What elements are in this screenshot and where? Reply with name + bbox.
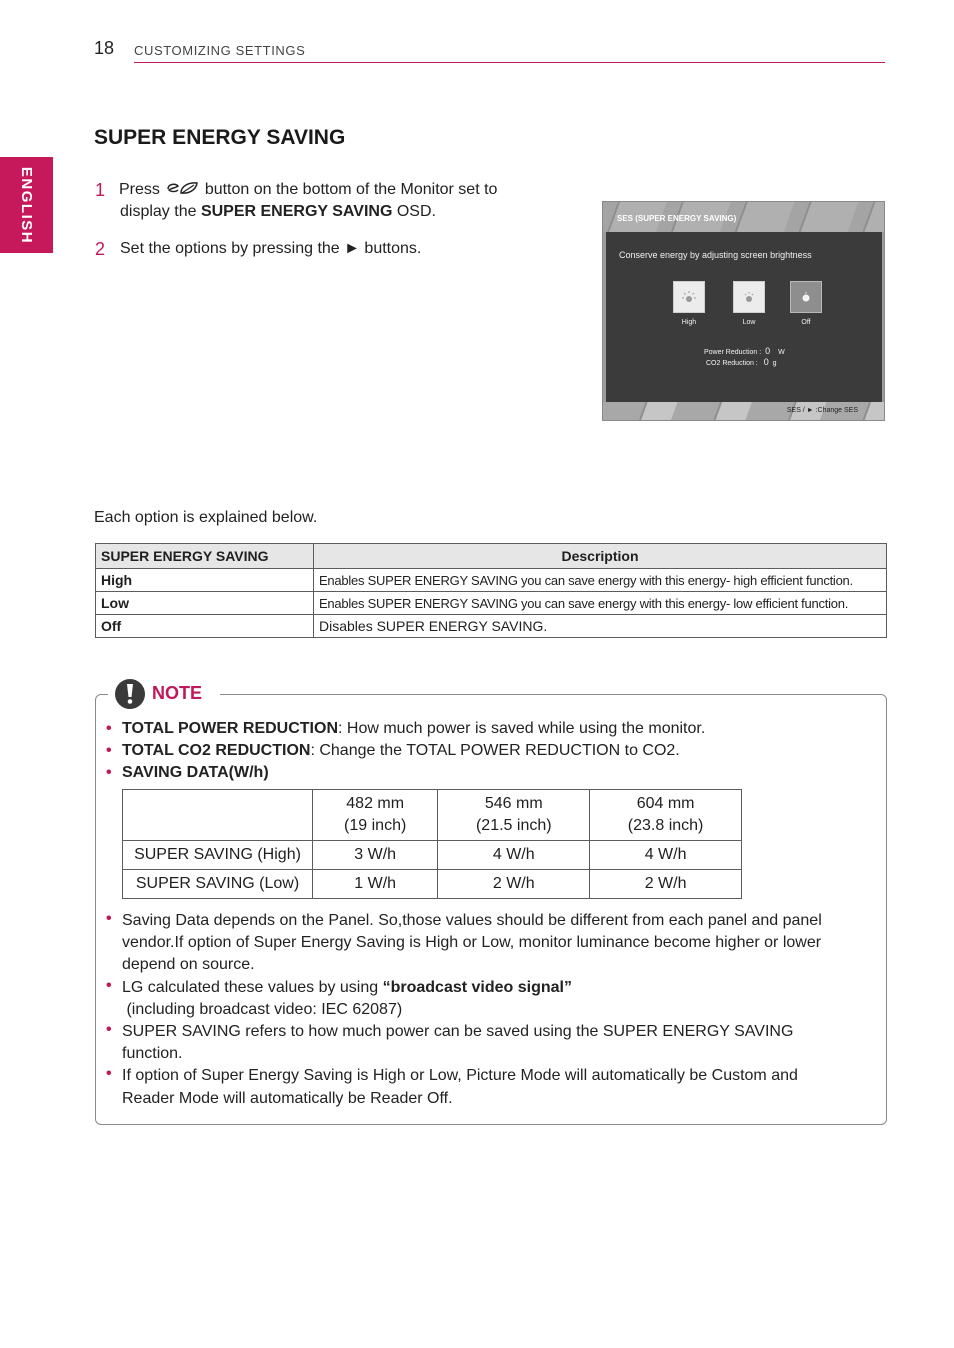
- osd-title: SES (SUPER ENERGY SAVING): [617, 214, 737, 223]
- osd-co2-reduction: [706, 357, 777, 367]
- bullet-dot: •: [106, 742, 112, 759]
- bullet-dot: •: [106, 1065, 112, 1082]
- dim-bulb-icon: [741, 289, 757, 305]
- ses-osd-screenshot: [602, 201, 885, 421]
- bullet-dot: •: [106, 1021, 112, 1038]
- list-item: [106, 762, 269, 784]
- saving-value: 2 W/h: [438, 870, 590, 899]
- options-table: [95, 543, 887, 638]
- osd-off-button[interactable]: [790, 281, 822, 313]
- col-size: 604 mm: [636, 795, 695, 812]
- saving-col-21-5: [438, 790, 590, 841]
- col-inch: (19 inch): [344, 817, 407, 834]
- osd-off-label: Off: [801, 319, 811, 326]
- options-table-header: [96, 544, 887, 569]
- table-row: [123, 870, 742, 899]
- bullet-dot: •: [106, 977, 112, 994]
- osd-low-button[interactable]: [733, 281, 765, 313]
- exclamation-icon: [115, 679, 145, 709]
- saving-value: 3 W/h: [313, 841, 438, 870]
- paragraph-line: [122, 977, 872, 999]
- paragraph-line: vendor.If option of Super Energy Saving is High or Low, monitor luminance become higher or lower: [122, 934, 822, 951]
- saving-value: 2 W/h: [590, 870, 742, 899]
- saving-value: 1 W/h: [313, 870, 438, 899]
- note-label: NOTE: [152, 683, 203, 703]
- note-paragraph-4: [122, 1065, 872, 1110]
- header-rule: [134, 62, 885, 63]
- step-1-rest: button on the bottom of the Monitor set to: [204, 181, 498, 198]
- row-label: SUPER SAVING (Low): [123, 870, 313, 899]
- paragraph-line: (including broadcast video: IEC 62087): [122, 1001, 403, 1018]
- note-paragraph-3: [122, 1021, 872, 1065]
- step-1-line-2: [120, 201, 436, 223]
- bullet-dot: •: [106, 764, 112, 781]
- step-1-press: Press: [119, 181, 160, 198]
- bullet-dot: •: [106, 910, 112, 927]
- section-name: CUSTOMIZING SETTINGS: [134, 43, 306, 58]
- bullet-term: SAVING DATA(W/h): [122, 764, 269, 781]
- paragraph-line: depend on source.: [122, 956, 255, 973]
- table-row: [96, 569, 887, 592]
- osd-power-value: 0: [765, 346, 771, 356]
- language-tab-label: ENGLISH: [18, 166, 35, 244]
- option-key: Low: [96, 592, 314, 615]
- option-description: Enables SUPER ENERGY SAVING you can save energy with this energy- high efficient function.: [314, 569, 887, 592]
- col-inch: (21.5 inch): [475, 817, 552, 834]
- osd-power-label: Power Reduction :: [704, 349, 762, 356]
- osd-co2-value: 0: [763, 357, 769, 367]
- paragraph-line: Saving Data depends on the Panel. So,those values should be different from each panel and panel: [122, 912, 822, 929]
- step-1-ses-bold: SUPER ENERGY SAVING: [200, 203, 393, 220]
- note-paragraph-2: [122, 977, 872, 1021]
- bullet-term: TOTAL CO2 REDUCTION: [122, 742, 311, 759]
- bullet-text: : Change the TOTAL POWER REDUCTION to CO2.: [310, 742, 680, 759]
- bullet-dot: •: [106, 720, 112, 737]
- saving-value: 4 W/h: [590, 841, 742, 870]
- osd-co2-label: CO2 Reduction :: [706, 360, 758, 367]
- osd-message: Conserve energy by adjusting screen brightness: [619, 250, 812, 260]
- bright-bulb-icon: [681, 289, 697, 305]
- col-size: 546 mm: [484, 795, 543, 812]
- col-size: 482 mm: [346, 795, 405, 812]
- osd-co2-unit: g: [772, 360, 777, 367]
- page-number: 18: [94, 38, 115, 58]
- list-item: [106, 718, 705, 740]
- option-key: Off: [96, 615, 314, 638]
- step-1-line-1: [119, 179, 497, 201]
- step-1-osd: OSD.: [392, 203, 436, 220]
- osd-panel: [606, 232, 882, 402]
- off-bulb-icon: [798, 289, 814, 305]
- table-row: [123, 790, 742, 841]
- saving-value: 4 W/h: [438, 841, 590, 870]
- paragraph-line: Reader Mode will automatically be Reader Off.: [122, 1090, 453, 1107]
- list-item: [106, 740, 680, 762]
- osd-bottom-bar: [603, 402, 884, 421]
- options-col-description: Description: [314, 544, 887, 569]
- page-title: SUPER ENERGY SAVING: [94, 126, 346, 149]
- saving-col-19: [313, 790, 438, 841]
- table-row: [96, 615, 887, 638]
- col-inch: (23.8 inch): [627, 817, 704, 834]
- saving-col-23-8: [590, 790, 742, 841]
- saving-data-table: [122, 789, 742, 899]
- note-paragraph-1: [122, 910, 872, 976]
- paragraph-line: If option of Super Energy Saving is High or Low, Picture Mode will automatically be Custom and: [122, 1067, 798, 1084]
- step-1-display-the: display the: [120, 203, 201, 220]
- intro-text: Each option is explained below.: [94, 509, 318, 526]
- eco-leaf-icon: [164, 180, 200, 194]
- language-tab: [0, 157, 53, 253]
- row-label: SUPER SAVING (High): [123, 841, 313, 870]
- bullet-term: TOTAL POWER REDUCTION: [122, 720, 338, 737]
- step-2-text: Set the options by pressing the ► buttons.: [120, 240, 422, 257]
- step-1-number: 1: [95, 180, 106, 200]
- osd-high-label: High: [681, 319, 697, 326]
- option-description: Disables SUPER ENERGY SAVING.: [314, 615, 887, 638]
- bullet-text: : How much power is saved while using the monitor.: [338, 720, 706, 737]
- table-row: [96, 592, 887, 615]
- option-description: Enables SUPER ENERGY SAVING you can save energy with this energy- low efficient function.: [314, 592, 887, 615]
- osd-low-label: Low: [742, 319, 756, 326]
- osd-hint: SES / ► :Change SES: [786, 407, 858, 414]
- osd-power-unit: W: [778, 349, 785, 356]
- options-col-setting: SUPER ENERGY SAVING: [96, 544, 314, 569]
- osd-power-reduction: [704, 346, 785, 356]
- paragraph-text: LG calculated these values by using: [122, 979, 383, 996]
- paragraph-line: SUPER SAVING refers to how much power can be saved using the SUPER ENERGY SAVING: [122, 1023, 794, 1040]
- paragraph-bold: “broadcast video signal”: [382, 979, 572, 996]
- table-row: [123, 841, 742, 870]
- option-key: High: [96, 569, 314, 592]
- paragraph-line: function.: [122, 1045, 183, 1062]
- osd-title-bar: [603, 202, 884, 232]
- step-2-number: 2: [95, 239, 106, 259]
- osd-high-button[interactable]: [673, 281, 705, 313]
- saving-corner-cell: [123, 790, 313, 841]
